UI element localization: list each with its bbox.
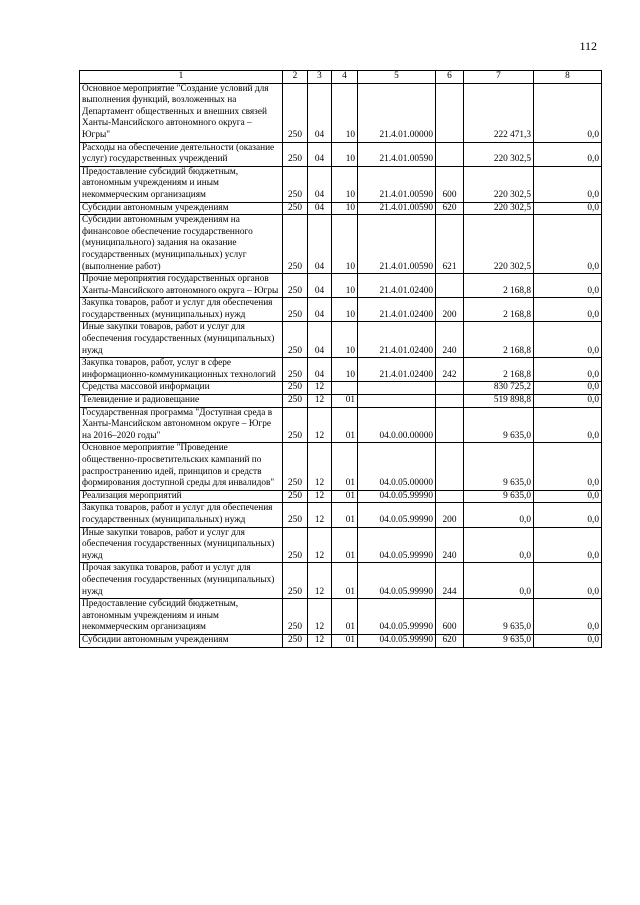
expense-type-cell xyxy=(436,142,464,166)
row-name-cell: Закупка товаров, работ, услуг в сфере информационно-коммуникационных технологий xyxy=(80,358,283,382)
target-article-cell: 21.4.01.00590 xyxy=(358,142,436,166)
subsection-cell: 10 xyxy=(332,274,358,298)
target-article-cell: 21.4.01.00590 xyxy=(358,166,436,202)
section-cell: 04 xyxy=(308,215,332,274)
row-name-cell: Основное мероприятие "Создание условий для выполнения функций, возложенных на Департамент общественных и внешних связей Ханты-Мансийского автономного округа – Югры" xyxy=(80,83,283,142)
chapter-cell: 250 xyxy=(283,215,308,274)
target-article-cell: 21.4.01.00590 xyxy=(358,202,436,215)
section-cell: 12 xyxy=(308,527,332,563)
target-article-cell: 21.4.01.02400 xyxy=(358,358,436,382)
row-name-cell: Субсидии автономным учреждениям на финансовое обеспечение государственного (муниципального) задания на оказание государственных (муниципальных) услуг (выполнение работ) xyxy=(80,215,283,274)
row-name-cell: Субсидии автономным учреждениям xyxy=(80,202,283,215)
page-number: 112 xyxy=(579,39,597,53)
amount-change-cell: 0,0 xyxy=(534,358,602,382)
column-header: 7 xyxy=(464,71,534,84)
amount-change-cell: 0,0 xyxy=(534,166,602,202)
table-row xyxy=(80,503,602,527)
table-row xyxy=(80,634,602,647)
amount-change-cell: 0,0 xyxy=(534,215,602,274)
section-cell: 04 xyxy=(308,142,332,166)
row-name-cell: Прочая закупка товаров, работ и услуг для обеспечения государственных (муниципальных) нужд xyxy=(80,563,283,599)
row-name-cell: Субсидии автономным учреждениям xyxy=(80,634,283,647)
subsection-cell: 10 xyxy=(332,298,358,322)
section-cell: 04 xyxy=(308,83,332,142)
amount-cell: 220 302,5 xyxy=(464,166,534,202)
expense-type-cell: 244 xyxy=(436,563,464,599)
amount-cell: 0,0 xyxy=(464,527,534,563)
row-name-cell: Предоставление субсидий бюджетным, автономным учреждениям и иным некоммерческим организациям xyxy=(80,166,283,202)
expense-type-cell: 600 xyxy=(436,166,464,202)
table-row xyxy=(80,395,602,408)
section-cell: 12 xyxy=(308,599,332,635)
target-article-cell xyxy=(358,382,436,395)
amount-change-cell: 0,0 xyxy=(534,382,602,395)
amount-cell: 0,0 xyxy=(464,503,534,527)
target-article-cell: 04.0.00.00000 xyxy=(358,407,436,443)
expense-type-cell xyxy=(436,83,464,142)
chapter-cell: 250 xyxy=(283,563,308,599)
chapter-cell: 250 xyxy=(283,274,308,298)
table-row xyxy=(80,83,602,142)
target-article-cell: 04.0.05.99990 xyxy=(358,563,436,599)
amount-change-cell: 0,0 xyxy=(534,142,602,166)
amount-cell: 222 471,3 xyxy=(464,83,534,142)
section-cell: 04 xyxy=(308,322,332,358)
expense-type-cell xyxy=(436,395,464,408)
amount-cell: 2 168,8 xyxy=(464,322,534,358)
section-cell: 12 xyxy=(308,490,332,503)
amount-cell: 9 635,0 xyxy=(464,407,534,443)
section-cell: 04 xyxy=(308,274,332,298)
section-cell: 12 xyxy=(308,634,332,647)
expense-type-cell xyxy=(436,407,464,443)
expense-type-cell: 240 xyxy=(436,322,464,358)
subsection-cell: 10 xyxy=(332,83,358,142)
expense-type-cell xyxy=(436,443,464,490)
amount-cell: 9 635,0 xyxy=(464,443,534,490)
amount-change-cell: 0,0 xyxy=(534,503,602,527)
expense-type-cell: 200 xyxy=(436,503,464,527)
table-row xyxy=(80,599,602,635)
section-cell: 04 xyxy=(308,358,332,382)
chapter-cell: 250 xyxy=(283,142,308,166)
section-cell: 12 xyxy=(308,563,332,599)
subsection-cell: 10 xyxy=(332,142,358,166)
subsection-cell: 01 xyxy=(332,490,358,503)
section-cell: 04 xyxy=(308,298,332,322)
table-header-row xyxy=(80,71,602,84)
amount-cell: 220 302,5 xyxy=(464,142,534,166)
column-header: 5 xyxy=(358,71,436,84)
amount-cell: 2 168,8 xyxy=(464,358,534,382)
subsection-cell: 01 xyxy=(332,443,358,490)
row-name-cell: Основное мероприятие "Проведение общественно-просветительских кампаний по распространению идей, принципов и средств формирования доступной среды для инвалидов" xyxy=(80,443,283,490)
target-article-cell: 21.4.01.00000 xyxy=(358,83,436,142)
row-name-cell: Закупка товаров, работ и услуг для обеспечения государственных (муниципальных) нужд xyxy=(80,298,283,322)
row-name-cell: Иные закупки товаров, работ и услуг для обеспечения государственных (муниципальных) нужд xyxy=(80,322,283,358)
expense-type-cell: 620 xyxy=(436,634,464,647)
section-cell: 12 xyxy=(308,503,332,527)
chapter-cell: 250 xyxy=(283,358,308,382)
chapter-cell: 250 xyxy=(283,527,308,563)
amount-cell: 9 635,0 xyxy=(464,599,534,635)
column-header: 4 xyxy=(332,71,358,84)
chapter-cell: 250 xyxy=(283,166,308,202)
row-name-cell: Телевидение и радиовещание xyxy=(80,395,283,408)
section-cell: 12 xyxy=(308,382,332,395)
chapter-cell: 250 xyxy=(283,322,308,358)
expense-type-cell: 600 xyxy=(436,599,464,635)
expense-type-cell: 621 xyxy=(436,215,464,274)
amount-cell: 830 725,2 xyxy=(464,382,534,395)
row-name-cell: Иные закупки товаров, работ и услуг для обеспечения государственных (муниципальных) нужд xyxy=(80,527,283,563)
amount-change-cell: 0,0 xyxy=(534,274,602,298)
amount-change-cell: 0,0 xyxy=(534,202,602,215)
column-header: 8 xyxy=(534,71,602,84)
row-name-cell: Государственная программа "Доступная среда в Ханты-Мансийском автономном округе – Югре на 2016–2020 годы" xyxy=(80,407,283,443)
amount-cell: 9 635,0 xyxy=(464,490,534,503)
subsection-cell: 10 xyxy=(332,215,358,274)
chapter-cell: 250 xyxy=(283,490,308,503)
subsection-cell: 01 xyxy=(332,599,358,635)
expense-type-cell: 620 xyxy=(436,202,464,215)
chapter-cell: 250 xyxy=(283,443,308,490)
chapter-cell: 250 xyxy=(283,83,308,142)
chapter-cell: 250 xyxy=(283,298,308,322)
column-header: 6 xyxy=(436,71,464,84)
row-name-cell: Предоставление субсидий бюджетным, автономным учреждениям и иным некоммерческим организациям xyxy=(80,599,283,635)
table-row xyxy=(80,358,602,382)
amount-change-cell: 0,0 xyxy=(534,83,602,142)
target-article-cell: 04.0.05.99990 xyxy=(358,527,436,563)
amount-change-cell: 0,0 xyxy=(534,527,602,563)
amount-change-cell: 0,0 xyxy=(534,395,602,408)
table-row xyxy=(80,215,602,274)
target-article-cell: 21.4.01.00590 xyxy=(358,215,436,274)
chapter-cell: 250 xyxy=(283,634,308,647)
amount-change-cell: 0,0 xyxy=(534,298,602,322)
expense-type-cell xyxy=(436,490,464,503)
amount-change-cell: 0,0 xyxy=(534,443,602,490)
expense-type-cell xyxy=(436,382,464,395)
chapter-cell: 250 xyxy=(283,599,308,635)
table-row xyxy=(80,443,602,490)
column-header: 1 xyxy=(80,71,283,84)
table-row xyxy=(80,274,602,298)
expense-type-cell xyxy=(436,274,464,298)
chapter-cell: 250 xyxy=(283,202,308,215)
row-name-cell: Средства массовой информации xyxy=(80,382,283,395)
amount-cell: 9 635,0 xyxy=(464,634,534,647)
budget-table xyxy=(79,70,602,648)
target-article-cell: 04.0.05.00000 xyxy=(358,443,436,490)
target-article-cell: 04.0.05.99990 xyxy=(358,490,436,503)
amount-change-cell: 0,0 xyxy=(534,563,602,599)
target-article-cell: 04.0.05.99990 xyxy=(358,503,436,527)
section-cell: 12 xyxy=(308,407,332,443)
table-row xyxy=(80,142,602,166)
target-article-cell xyxy=(358,395,436,408)
chapter-cell: 250 xyxy=(283,407,308,443)
table-row xyxy=(80,166,602,202)
table-row xyxy=(80,407,602,443)
section-cell: 12 xyxy=(308,395,332,408)
amount-change-cell: 0,0 xyxy=(534,634,602,647)
table-row xyxy=(80,298,602,322)
target-article-cell: 21.4.01.02400 xyxy=(358,322,436,358)
subsection-cell: 01 xyxy=(332,395,358,408)
table-row xyxy=(80,563,602,599)
amount-cell: 2 168,8 xyxy=(464,298,534,322)
table-row xyxy=(80,527,602,563)
table-body xyxy=(80,83,602,647)
chapter-cell: 250 xyxy=(283,395,308,408)
table-row xyxy=(80,202,602,215)
subsection-cell: 01 xyxy=(332,503,358,527)
section-cell: 12 xyxy=(308,443,332,490)
table-row xyxy=(80,322,602,358)
row-name-cell: Прочие мероприятия государственных органов Ханты-Мансийского автономного округа – Югры xyxy=(80,274,283,298)
chapter-cell: 250 xyxy=(283,503,308,527)
expense-type-cell: 200 xyxy=(436,298,464,322)
subsection-cell: 10 xyxy=(332,166,358,202)
amount-cell: 0,0 xyxy=(464,563,534,599)
column-header: 3 xyxy=(308,71,332,84)
table-row xyxy=(80,490,602,503)
subsection-cell: 01 xyxy=(332,407,358,443)
amount-change-cell: 0,0 xyxy=(534,599,602,635)
target-article-cell: 21.4.01.02400 xyxy=(358,298,436,322)
amount-cell: 2 168,8 xyxy=(464,274,534,298)
subsection-cell: 10 xyxy=(332,322,358,358)
target-article-cell: 04.0.05.99990 xyxy=(358,634,436,647)
amount-cell: 220 302,5 xyxy=(464,202,534,215)
amount-change-cell: 0,0 xyxy=(534,407,602,443)
subsection-cell: 01 xyxy=(332,563,358,599)
row-name-cell: Реализация мероприятий xyxy=(80,490,283,503)
section-cell: 04 xyxy=(308,202,332,215)
row-name-cell: Закупка товаров, работ и услуг для обеспечения государственных (муниципальных) нужд xyxy=(80,503,283,527)
table-row xyxy=(80,382,602,395)
amount-change-cell: 0,0 xyxy=(534,490,602,503)
column-header: 2 xyxy=(283,71,308,84)
section-cell: 04 xyxy=(308,166,332,202)
amount-change-cell: 0,0 xyxy=(534,322,602,358)
subsection-cell: 10 xyxy=(332,358,358,382)
target-article-cell: 04.0.05.99990 xyxy=(358,599,436,635)
expense-type-cell: 242 xyxy=(436,358,464,382)
chapter-cell: 250 xyxy=(283,382,308,395)
subsection-cell: 01 xyxy=(332,634,358,647)
subsection-cell: 01 xyxy=(332,527,358,563)
expense-type-cell: 240 xyxy=(436,527,464,563)
subsection-cell: 10 xyxy=(332,202,358,215)
amount-cell: 519 898,8 xyxy=(464,395,534,408)
subsection-cell xyxy=(332,382,358,395)
row-name-cell: Расходы на обеспечение деятельности (оказание услуг) государственных учреждений xyxy=(80,142,283,166)
target-article-cell: 21.4.01.02400 xyxy=(358,274,436,298)
amount-cell: 220 302,5 xyxy=(464,215,534,274)
